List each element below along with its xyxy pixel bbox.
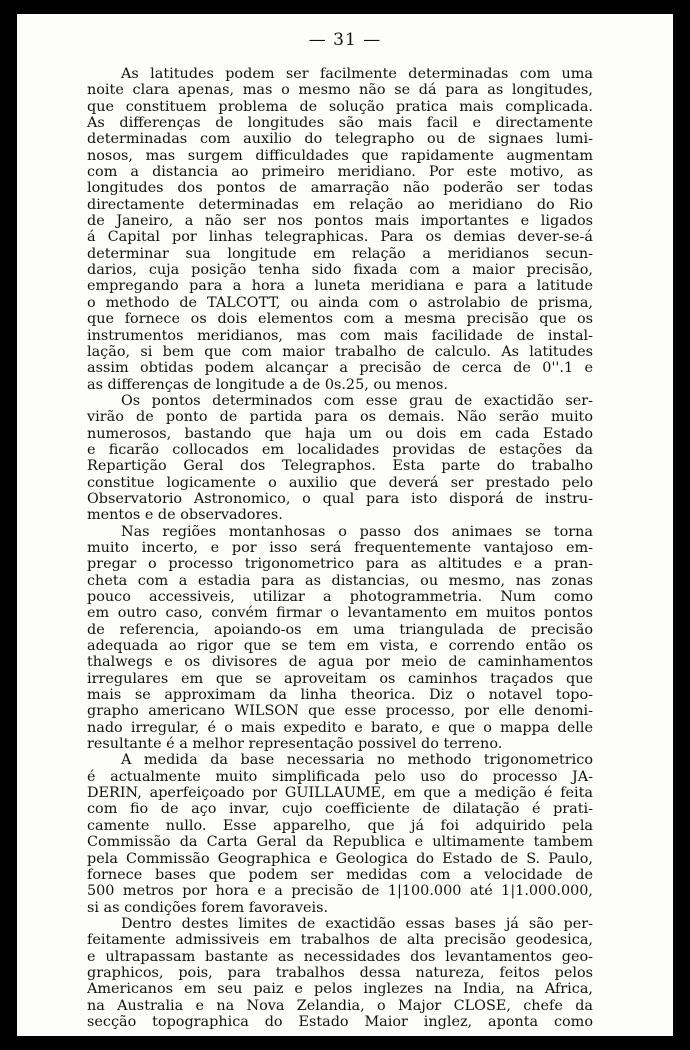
text-line: camente nullo. Esse apparelho, que já foi adquirido pela	[87, 817, 593, 834]
page-number: — 31 —	[308, 30, 382, 50]
text-line: nado irregular, é o mais expedito e barato, e que o mappa delle	[87, 719, 593, 736]
text-line: as differenças de longitude a de 0s.25, ou menos.	[87, 376, 448, 393]
text-line: Americanos em seu paiz e pelos inglezes na India, na Africa,	[87, 981, 593, 998]
text-line: á Capital por linhas telegraphicas. Para os demias dever-se-á	[87, 229, 593, 246]
text-line: com a distancia ao primeiro meridiano. Por este motivo, as	[87, 164, 593, 181]
text-line: fornece bases que podem ser medidas com a velocidade de	[87, 866, 593, 883]
text-line: Commissão da Carta Geral da Republica e ultimamente tambem	[87, 834, 593, 851]
text-line: resultante é a melhor representação possivel do terreno.	[87, 736, 503, 753]
text-line: A medida da base necessaria no methodo trigonometrico	[121, 752, 593, 769]
text-line: 500 metros por hora e a precisão de 1|100.000 até 1|1.000.000,	[87, 883, 593, 900]
text-line: grapho americano WILSON que esse processo, por elle denomi-	[87, 703, 593, 720]
text-line: com fio de aço invar, cujo coefficiente de dilatação é prati-	[87, 801, 593, 818]
text-line: é actualmente muito simplificada pelo uso do processo JA-	[87, 768, 593, 785]
text-line: As latitudes podem ser facilmente determinadas com uma	[121, 66, 593, 82]
text-line: As differenças de longitudes são mais facil e directamente	[87, 115, 593, 132]
text-line: e ficarão collocados em localidades providas de estações da	[87, 441, 593, 458]
text-line: virão de ponto de partida para os demais. Não serão muito	[87, 409, 593, 426]
text-line: nosos, mas surgem difficuldades que rapidamente augmentam	[87, 147, 593, 164]
text-line: o methodo de TALCOTT, ou ainda com o astrolabio de prisma,	[87, 294, 593, 311]
text-line: instrumentos meridianos, mas com mais facilidade de instal-	[87, 327, 593, 344]
text-line: Repartição Geral dos Telegraphos. Esta parte do trabalho	[87, 458, 593, 475]
book-page	[17, 14, 673, 1036]
text-line: de referencia, apoiando-os em uma triangulada de precisão	[87, 621, 593, 638]
text-line: assim obtidas podem alcançar a precisão de cerca de 0''.1 e	[87, 360, 593, 377]
text-line: Observatorio Astronomico, o qual para isto disporá de instru-	[87, 490, 593, 507]
text-line: numerosos, bastando que haja um ou dois em cada Estado	[87, 425, 593, 442]
text-line: pela Commissão Geographica e Geologica do Estado de S. Paulo,	[87, 850, 593, 867]
text-line: empregando para a hora a luneta meridiana e para a latitude	[87, 278, 593, 295]
text-line: que fornece os dois elementos com a mesma precisão que os	[87, 311, 593, 328]
text-line: na Australia e na Nova Zelandia, o Major CLOSE, chefe da	[87, 997, 593, 1014]
text-line: directamente determinadas em relação ao meridiano do Rio	[87, 196, 593, 213]
text-line: de Janeiro, a não ser nos pontos mais importantes e ligados	[87, 213, 593, 230]
text-line: lação, si bem que com maior trabalho de calculo. As latitudes	[87, 343, 593, 360]
text-line: mais se approximam da linha theorica. Diz o notavel topo-	[87, 687, 593, 704]
text-line: feitamente admissiveis em trabalhos de alta precisão geodesica,	[87, 932, 593, 949]
text-line: Os pontos determinados com esse grau de exactidão ser-	[121, 392, 593, 409]
text-line: irregulares em que se aproveitam os caminhos traçados que	[87, 670, 593, 687]
text-line: pregar o processo trigonometrico para as altitudes e a pran-	[87, 556, 593, 573]
text-line: pouco accessiveis, utilizar a photogrammetria. Num como	[87, 589, 593, 605]
text-line: determinadas com auxilio do telegrapho ou de signaes lumi-	[87, 131, 593, 148]
text-line: e ultrapassam bastante as necessidades dos levantamentos geo-	[87, 948, 593, 965]
text-line: que constituem problema de solução pratica mais complicada.	[87, 98, 593, 115]
text-line: cheta com a estadia para as distancias, ou mesmo, nas zonas	[87, 572, 593, 589]
text-line: graphicos, pois, para trabalhos dessa natureza, feitos pelos	[87, 964, 593, 981]
text-line: noite clara apenas, mas o mesmo não se dá para as longitudes,	[87, 82, 593, 99]
text-line: mentos e de observadores.	[87, 507, 283, 524]
text-line: Nas regiões montanhosas o passo dos animaes se torna	[121, 523, 593, 540]
text-line: Dentro destes limites de exactidão essas bases já são per-	[121, 915, 593, 932]
text-line: DERIN, aperfeiçoado por GUILLAUME, em que a medição é feita	[87, 785, 593, 802]
text-line: adequada ao rigor que se tem em vista, e correndo então os	[87, 638, 593, 655]
text-line: determinar sua longitude em relação a meridianos secun-	[87, 245, 593, 262]
text-line: secção topographica do Estado Maior inglez, aponta como	[87, 1013, 593, 1030]
text-line: em outro caso, convém firmar o levantamento em muitos pontos	[87, 605, 593, 622]
body-text	[87, 66, 593, 1030]
text-line: darios, cuja posição tenha sido fixada com a maior precisão,	[87, 262, 593, 279]
text-line: constitue logicamente o auxilio que deverá ser prestado pelo	[87, 474, 593, 491]
text-line: si as condições forem favoraveis.	[87, 899, 329, 916]
text-line: thalwegs e os divisores de agua por meio de caminhamentos	[87, 654, 593, 671]
text-line: longitudes dos pontos de amarração não poderão ser todas	[87, 180, 593, 197]
text-line: muito incerto, e por isso será frequentemente vantajoso em-	[87, 539, 593, 556]
